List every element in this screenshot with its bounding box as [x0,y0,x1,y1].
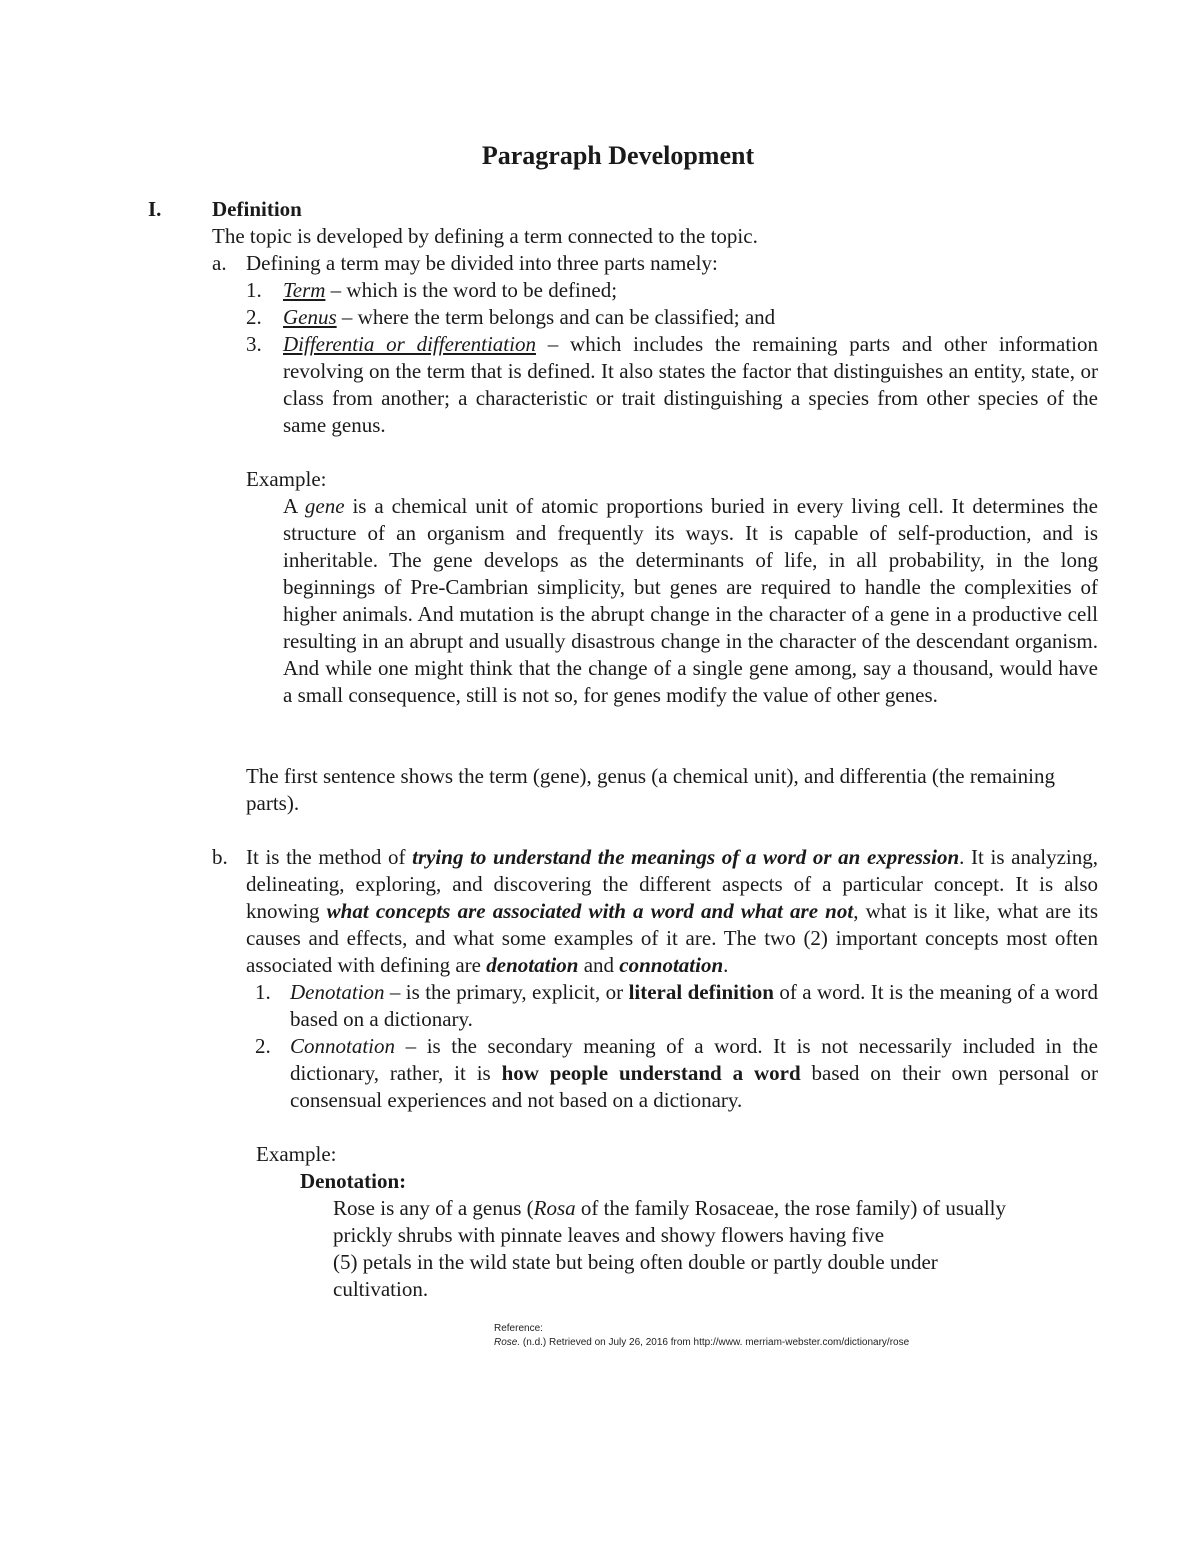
list-item-genus: Genus – where the term belongs and can be classified; and [283,305,776,329]
gene-term: gene [304,494,345,518]
explanation-paragraph: The first sentence shows the term (gene), genus (a chemical unit), and differentia (the remaining parts). [246,764,1055,815]
list-item-differentia: Differentia or differentiation – which includes the remaining parts and other information revolving on the term that is defined. It also states the factor that distinguishes an entity, state, or class from another; a characteristic or trait distinguishing a species from other species of the same genus. [283,332,1098,437]
rose-line-1: Rose is any of a genus (Rosa of the family Rosaceae, the rose family) of usually [333,1196,1006,1220]
section-number: I. [148,197,162,221]
term-label: Term [283,278,326,302]
reference-citation: Rose. (n.d.) Retrieved on July 26, 2016 from http://www. merriam-webster.com/dictionary/rose [494,1337,910,1348]
genus-label: Genus [283,305,337,329]
rose-line-4: cultivation. [333,1277,429,1301]
list-item-denotation: Denotation – is the primary, explicit, or literal definition of a word. It is the meaning of a word based on a dictionary. [290,980,1098,1031]
list-item-term: Term – which is the word to be defined; [283,278,618,302]
list-number: 1. [255,980,271,1004]
example-label-b: Example: [256,1142,337,1166]
list-marker-b: b. [212,845,228,869]
connotation-label: Connotation [290,1034,396,1058]
list-number: 2. [255,1034,271,1058]
list-number: 2. [246,305,262,329]
part-a-text: Defining a term may be divided into three parts namely: [246,251,718,275]
denotation-label: Denotation [290,980,385,1004]
part-b-paragraph: It is the method of trying to understand the meanings of a word or an expression. It is analyzing, delineating, exploring, and discovering the different aspects of a particular concept. It is also knowing what concepts are associated with a word and what are not, what is it like, what are its causes and effects, and what some examples of it are. The two (2) important concepts most often associated with defining are denotation and connotation. [246,845,1099,977]
rose-line-2: prickly shrubs with pinnate leaves and showy flowers having five [333,1223,885,1247]
differentia-label: Differentia or differentiation [283,332,536,356]
page-title: Paragraph Development [481,141,755,170]
section-intro: The topic is developed by defining a term connected to the topic. [212,224,758,248]
gene-example-paragraph: A gene is a chemical unit of atomic proportions buried in every living cell. It determines the structure of an organism and frequently its ways. It is capable of self-production, and is inheritable. The gene develops as the determinants of life, in all probability, in the long beginnings of Pre-Cambrian simplicity, but genes are required to handle the complexities of higher animals. And mutation is the abrupt change in the character of a gene in a productive cell resulting in an abrupt and usually disastrous change in the character of the descendant organism. And while one might think that the change of a single gene among, say a thousand, would have a small consequence, still is not so, for genes modify the value of other genes. [283,494,1098,707]
denotation-heading: Denotation: [300,1169,407,1193]
reference-label: Reference: [494,1323,543,1334]
rose-line-3: (5) petals in the wild state but being often double or partly double under [333,1250,938,1274]
list-item-connotation: Connotation – is the secondary meaning of a word. It is not necessarily included in the dictionary, rather, it is how people understand a word based on their own personal or consensual experiences and not based on a dictionary. [290,1034,1098,1112]
list-marker-a: a. [212,251,227,275]
list-number: 1. [246,278,262,302]
example-label-a: Example: [246,467,327,491]
list-number: 3. [246,332,262,356]
section-heading: Definition [212,197,302,221]
